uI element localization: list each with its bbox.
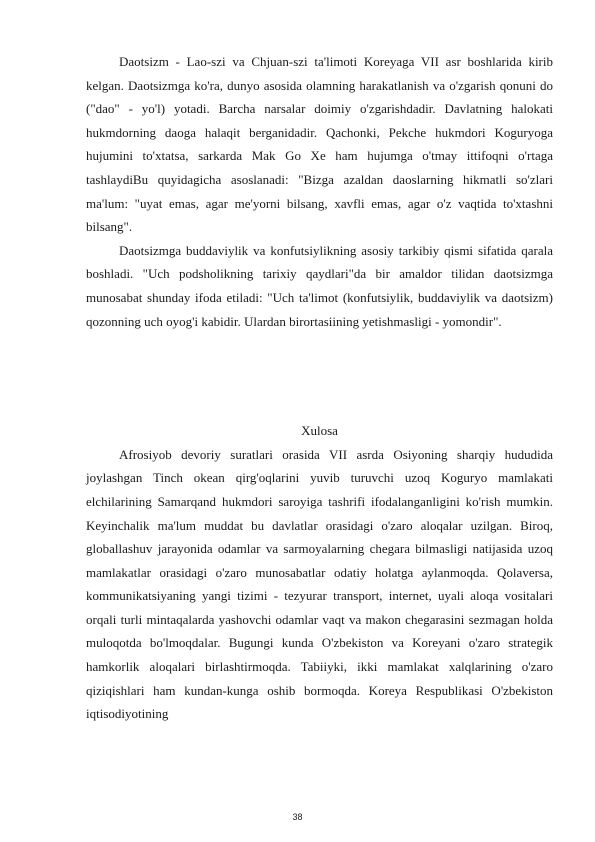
paragraph-three-teachings: Daotsizmga buddaviylik va konfutsiylikning asosiy tarkibiy qismi sifatida qarala boshladi. "Uch podsholikning tarixiy qaydlari"da bir amaldor tilidan daotsizmga munosabat shunday ifoda etiladi: "Uch ta'limot (konfutsiylik, buddaviylik va daotsizm) qozonning uch oyog'i kabidir. Ulardan birortasiining yetishmasligi - yomondir". xyxy=(86,242,553,329)
paragraph-daoism-intro: Daotsizm - Lao-szi va Chjuan-szi ta'limoti Koreyaga VII asr boshlarida kirib kelgan. Daotsizmga ko'ra, dunyo asosida olamning harakatlanish va o'zgarish qonuni do ("dao" - yo'l) yotadi. Barcha narsalar doimiy o'zgarishdadir. Davlatning halokati hukmdorning daoga halaqit berganidadir. Qachonki, Pekche hukmdori Koguryoga hujumini to'xtatsa, sarkarda Mak Go Xe ham hujumga o'tmay ittifoqni o'rtaga tashlaydiBu quyidagicha asoslanadi: "Bizga azaldan daoslarning hikmatli so'zlari ma'lum: "uyat emas, agar me'yorni bilsang, xavfli emas, agar o'z vaqtida to'xtashni bilsang". xyxy=(86,54,553,235)
page-number: 38 xyxy=(292,812,303,822)
paragraph-conclusion: Afrosiyob devoriy suratlari orasida VII asrda Osiyoning sharqiy hududida joylashgan Tinch okean qirg'oqlarini yuvib turuvchi uzoq Koguryo mamlakati elchilarining Samarqand hukmdori saroyiga tashrifi ifodalanganligini ko'rish mumkin. Keyinchalik ma'lum muddat bu davlatlar orasidagi o'zaro aloqalar uzilgan. Biroq, globallashuv jarayonida odamlar va sarmoyalarning chegara bilmasligi natijasida uzoq mamlakatlar orasidagi o'zaro munosabatlar odatiy holatga aylanmoqda. Qolaversa, kommunikatsiyaning yangi tizimi - tezyurar transport, internet, uyali aloqa vositalari orqali turli mintaqalarda yashovchi odamlar vaqt va makon chegarasini sezmagan holda muloqotda bo'lmoqdalar. Bugungi kunda O'zbekiston va Koreyani o'zaro strategik hamkorlik aloqalari birlashtirmoqda. Tabiiyki, ikki mamlakat xalqlarining o'zaro qiziqishlari ham kundan-kunga oshib bormoqda. Koreya Respublikasi O'zbekiston iqtisodiyotining xyxy=(86,446,553,722)
section-gap xyxy=(86,333,553,419)
section-heading: Xulosa xyxy=(301,423,338,439)
document-page xyxy=(86,50,553,726)
